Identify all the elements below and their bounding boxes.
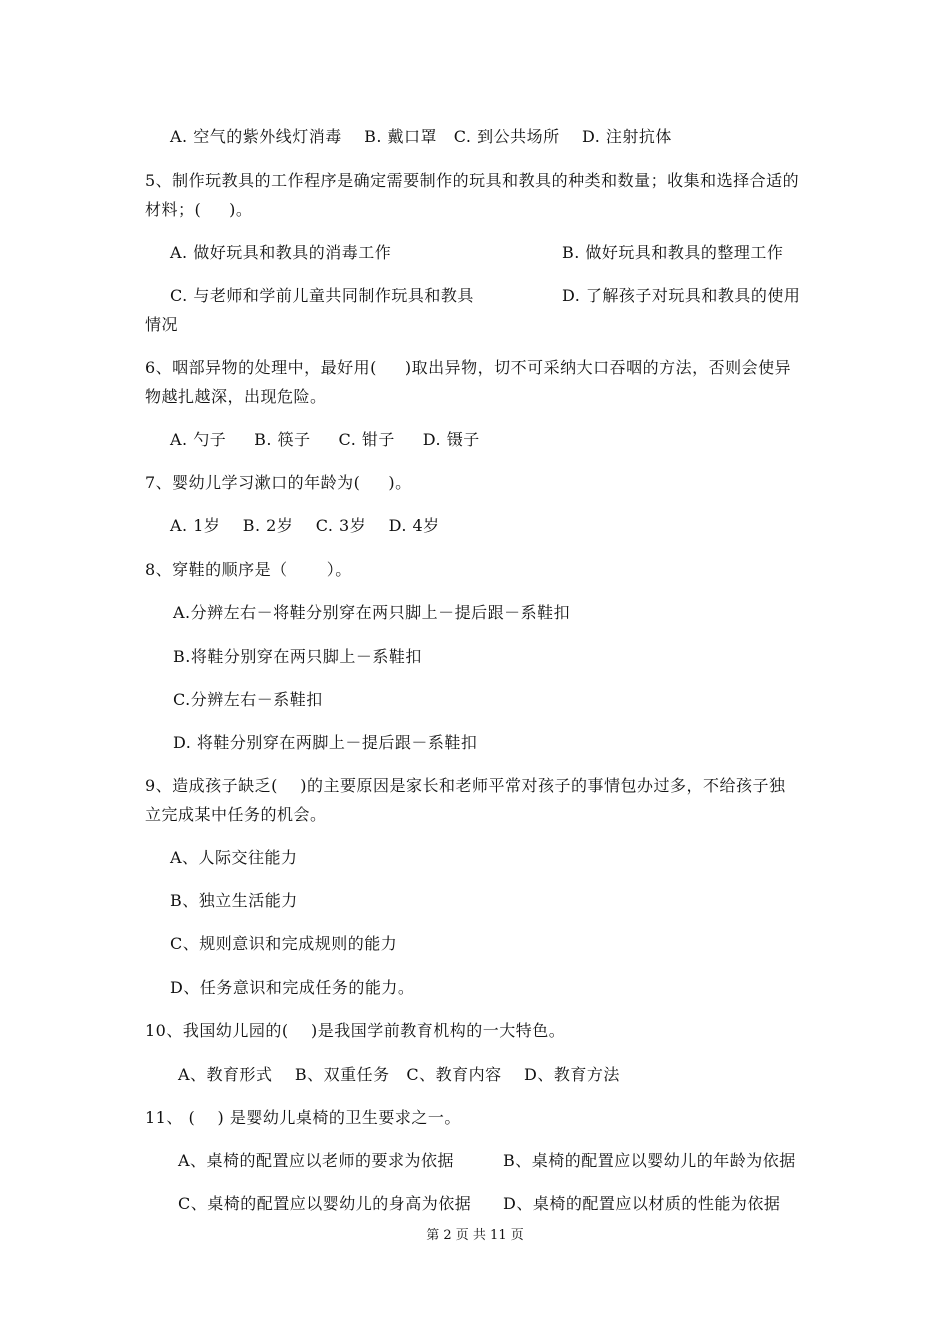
q11-option-c: C、桌椅的配置应以婴幼儿的身高为依据	[178, 1194, 472, 1213]
q9-option-c: C、规则意识和完成规则的能力	[170, 934, 398, 953]
q11-option-d: D、桌椅的配置应以材质的性能为依据	[503, 1194, 781, 1213]
q5-option-b: B. 做好玩具和教具的整理工作	[562, 243, 784, 262]
q7-options: A. 1岁 B. 2岁 C. 3岁 D. 4岁	[170, 516, 440, 535]
q9-option-a: A、人际交往能力	[170, 848, 298, 867]
q8-stem: 8、穿鞋的顺序是（ ）。	[145, 560, 352, 579]
q7-stem: 7、婴幼儿学习漱口的年龄为( )。	[145, 473, 412, 492]
q9-stem-line1: 9、造成孩子缺乏( )的主要原因是家长和老师平常对孩子的事情包办过多，不给孩子独	[145, 776, 786, 795]
q6-stem-line2: 物越扎越深，出现危险。	[145, 387, 327, 406]
q4-options: A. 空气的紫外线灯消毒 B. 戴口罩 C. 到公共场所 D. 注射抗体	[170, 127, 672, 146]
q9-stem-line2: 立完成某中任务的机会。	[145, 805, 327, 824]
q6-options: A. 勺子 B. 筷子 C. 钳子 D. 镊子	[170, 430, 480, 449]
q11-option-b: B、桌椅的配置应以婴幼儿的年龄为依据	[503, 1151, 796, 1170]
q8-option-d: D. 将鞋分别穿在两脚上－提后跟－系鞋扣	[173, 733, 478, 752]
q5-option-d: D. 了解孩子对玩具和教具的使用	[562, 286, 801, 305]
q10-stem: 10、我国幼儿园的( )是我国学前教育机构的一大特色。	[145, 1021, 566, 1040]
q8-option-a: A.分辨左右－将鞋分别穿在两只脚上－提后跟－系鞋扣	[173, 603, 571, 622]
q5-stem-line2: 材料；( )。	[145, 200, 253, 219]
q8-option-c: C.分辨左右－系鞋扣	[173, 690, 323, 709]
q9-option-d: D、任务意识和完成任务的能力。	[170, 978, 415, 997]
page-footer: 第 2 页 共 11 页	[426, 1228, 524, 1243]
q9-option-b: B、独立生活能力	[170, 891, 298, 910]
q8-option-b: B.将鞋分别穿在两只脚上－系鞋扣	[173, 647, 422, 666]
q5-option-a: A. 做好玩具和教具的消毒工作	[170, 243, 392, 262]
q5-stem-line1: 5、制作玩教具的工作程序是确定需要制作的玩具和教具的种类和数量；收集和选择合适的	[145, 171, 800, 190]
q6-stem-line1: 6、咽部异物的处理中，最好用( )取出异物，切不可采纳大口吞咽的方法，否则会使异	[145, 358, 792, 377]
q11-option-a: A、桌椅的配置应以老师的要求为依据	[178, 1151, 455, 1170]
q5-option-d-continued: 情况	[145, 315, 179, 334]
q10-options: A、教育形式 B、双重任务 C、教育内容 D、教育方法	[178, 1065, 620, 1084]
q5-option-c: C. 与老师和学前儿童共同制作玩具和教具	[170, 286, 474, 305]
q11-stem: 11、 ( ) 是婴幼儿桌椅的卫生要求之一。	[145, 1108, 461, 1127]
